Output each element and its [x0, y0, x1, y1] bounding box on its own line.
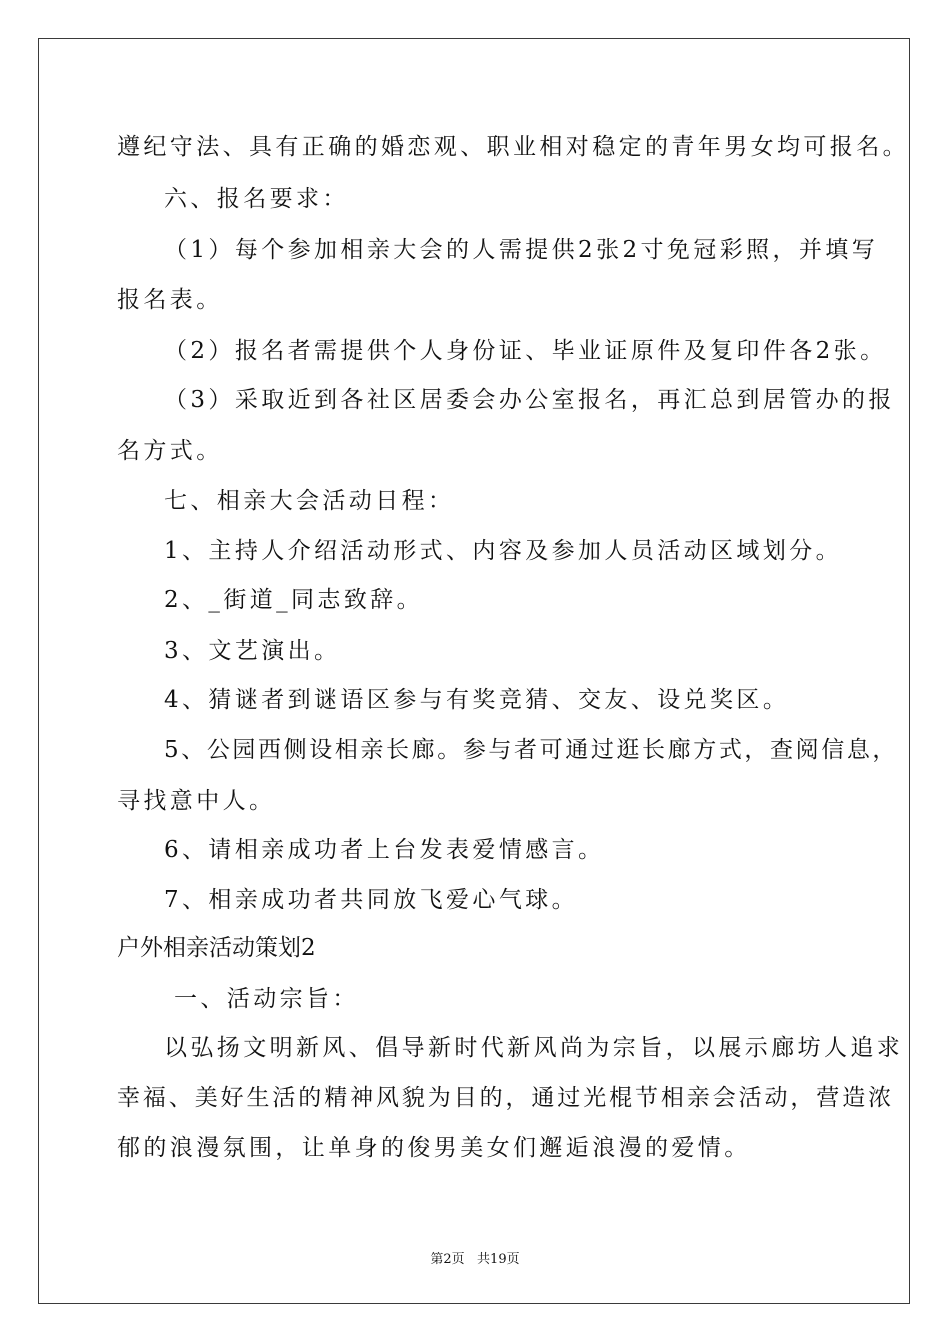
- paragraph-line: （1）每个参加相亲大会的人需提供2张2寸免冠彩照，并填写: [164, 237, 879, 263]
- paragraph-line: 郁的浪漫氛围，让单身的俊男美女们邂逅浪漫的爱情。: [117, 1135, 751, 1161]
- list-item: 2、_街道_同志致辞。: [164, 587, 424, 613]
- section-heading: 七、相亲大会活动日程：: [164, 488, 455, 514]
- paragraph-line: 幸福、美好生活的精神风貌为目的，通过光棍节相亲会活动，营造浓: [117, 1085, 894, 1111]
- paragraph-line: 以弘扬文明新风、倡导新时代新风尚为宗旨，以展示廊坊人追求: [164, 1035, 904, 1061]
- paragraph-line: （2）报名者需提供个人身份证、毕业证原件及复印件各2张。: [164, 338, 887, 364]
- list-item: 寻找意中人。: [117, 788, 276, 814]
- list-item: 6、请相亲成功者上台发表爱情感言。: [164, 837, 605, 863]
- list-item: 1、主持人介绍活动形式、内容及参加人员活动区域划分。: [164, 538, 843, 564]
- paragraph-line: 名方式。: [117, 438, 223, 464]
- list-item: 7、相亲成功者共同放飞爱心气球。: [164, 887, 579, 913]
- paragraph-line: （3）采取近到各社区居委会办公室报名，再汇总到居管办的报: [164, 387, 895, 413]
- page-border: [38, 38, 910, 1304]
- list-item: 4、猜谜者到谜语区参与有奖竞猜、交友、设兑奖区。: [164, 687, 790, 713]
- section-heading: 一、活动宗旨：: [174, 986, 359, 1012]
- list-item: 3、文艺演出。: [164, 638, 341, 664]
- paragraph-line: 报名表。: [117, 287, 223, 313]
- section-heading: 六、报名要求：: [164, 186, 349, 212]
- paragraph-line: 遵纪守法、具有正确的婚恋观、职业相对稳定的青年男女均可报名。: [117, 134, 909, 160]
- list-item: 5、公园西侧设相亲长廊。参与者可通过逛长廊方式，查阅信息，: [164, 737, 899, 763]
- document-title: 户外相亲活动策划2: [117, 935, 316, 961]
- page-number-footer: 第2页 共19页: [430, 1252, 520, 1267]
